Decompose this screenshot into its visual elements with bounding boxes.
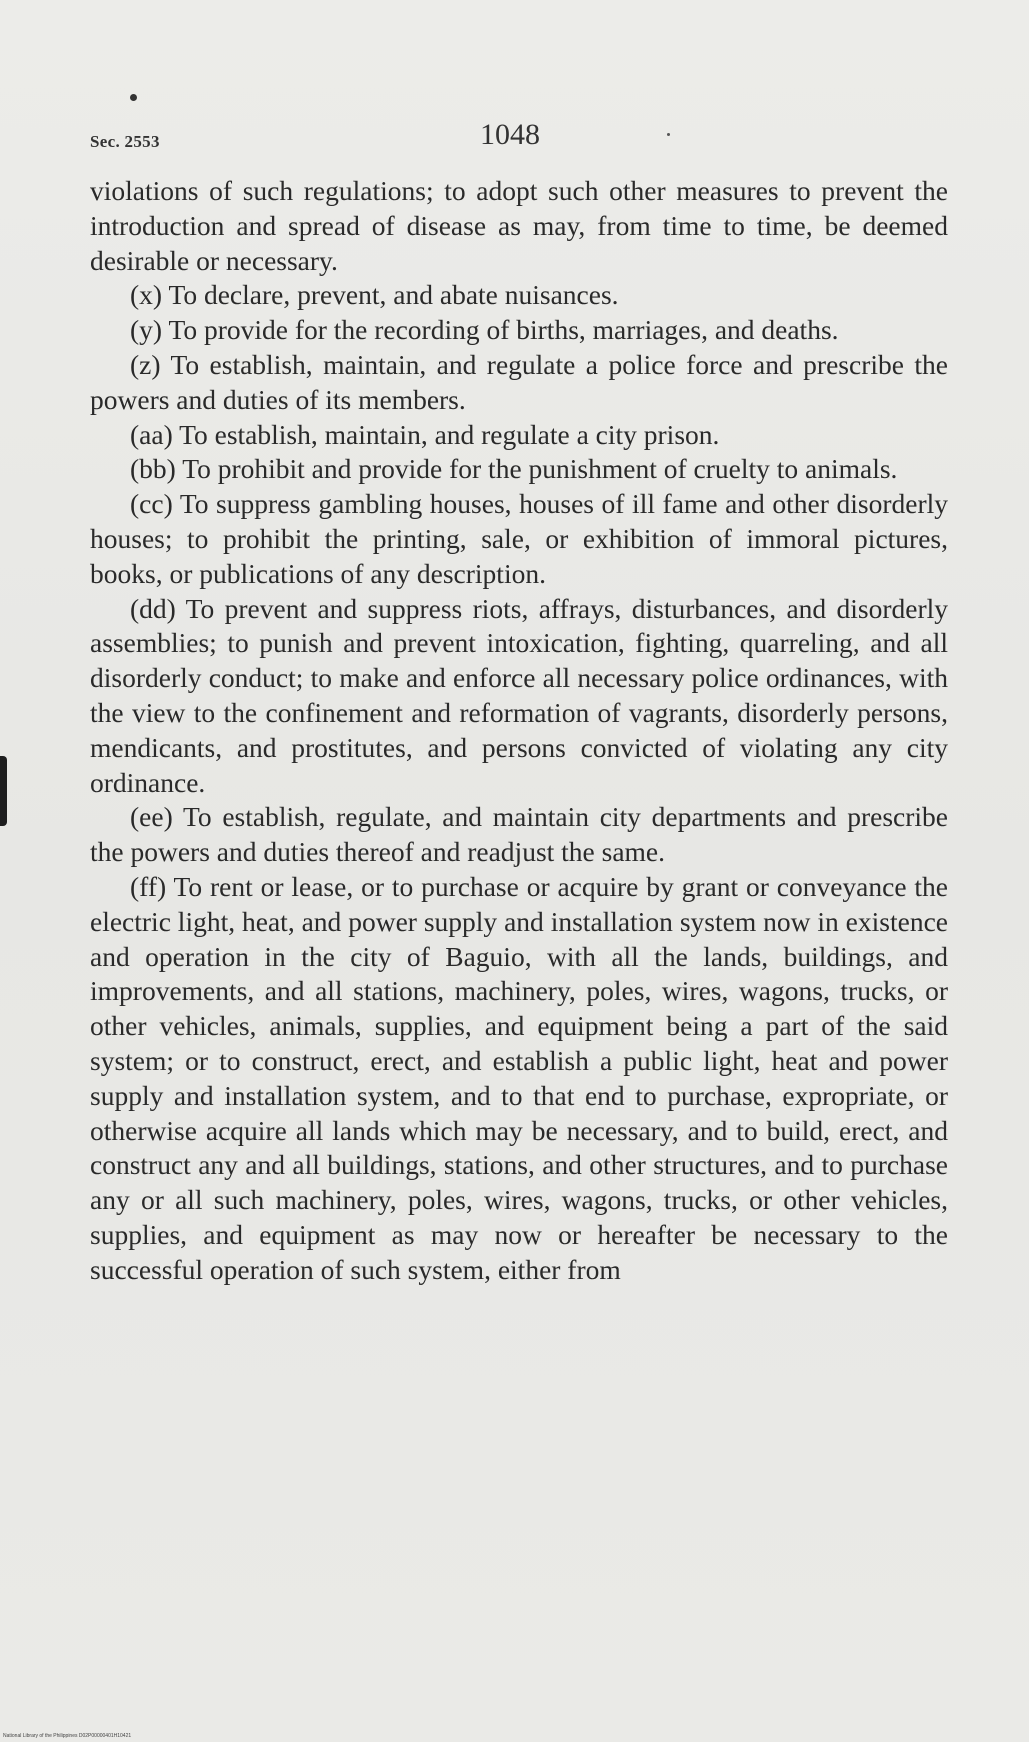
paragraph-aa: (aa) To establish, maintain, and regulate a city prison. [130,418,720,450]
paragraph-continuation: violations of such regulations; to adopt such other measures to prevent the introduction and spread of disease as may, from time to time, be deemed desirable or necessary. [90,175,948,276]
paragraph-x: (x) To declare, prevent, and abate nuisances. [130,279,619,311]
paragraph-ee: (ee) To establish, regulate, and maintain city departments and prescribe the powers and duties thereof and readjust the same. [90,801,948,868]
paragraph-z: (z) To establish, maintain, and regulate a police force and prescribe the powers and duties of its members. [90,348,948,415]
ink-speck [130,94,137,101]
page-header [90,118,948,158]
scan-footer-credit: National Library of the Philippines D02P00000401H10421 [3,1733,132,1739]
page-number: 1048 [480,118,540,151]
paragraph-cc: (cc) To suppress gambling houses, houses of ill fame and other disorderly houses; to prohibit the printing, sale, or exhibition of immoral pictures, books, or publications of any description. [90,488,948,589]
section-reference: Sec. 2553 [90,132,160,151]
paragraph-ff: (ff) To rent or lease, or to purchase or acquire by grant or conveyance the electric light, heat, and power supply and installation system now in existence and operation in the city of Baguio, with all the lands, buildings, and improvements, and all stations, machinery, poles, wires, wagons, trucks, or other vehicles, animals, supplies, and equipment being a part of the said system; or to construct, erect, and establish a public light, heat and power supply and installation system, and to that end to purchase, expropriate, or otherwise acquire all lands which may be necessary, and to build, erect, and construct any and all buildings, stations, and other structures, and to purchase any or all such machinery, poles, wires, wagons, trucks, or other vehicles, supplies, and equipment as may now or hereafter be necessary to the successful operation of such system, either from [90,870,948,1285]
body-text [90,174,948,1288]
paragraph-y: (y) To provide for the recording of births, marriages, and deaths. [130,314,839,346]
paragraph-dd: (dd) To prevent and suppress riots, affrays, disturbances, and disorderly assemblies; to punish and prevent intoxication, fighting, quarreling, and all disorderly conduct; to make and enforce all necessary police ordinances, with the view to the confinement and reformation of vagrants, disorderly persons, mendicants, and prostitutes, and persons convicted of violating any city ordinance. [90,592,948,798]
paragraph-bb: (bb) To prohibit and provide for the punishment of cruelty to animals. [130,453,898,485]
scan-edge-mark [0,756,7,826]
